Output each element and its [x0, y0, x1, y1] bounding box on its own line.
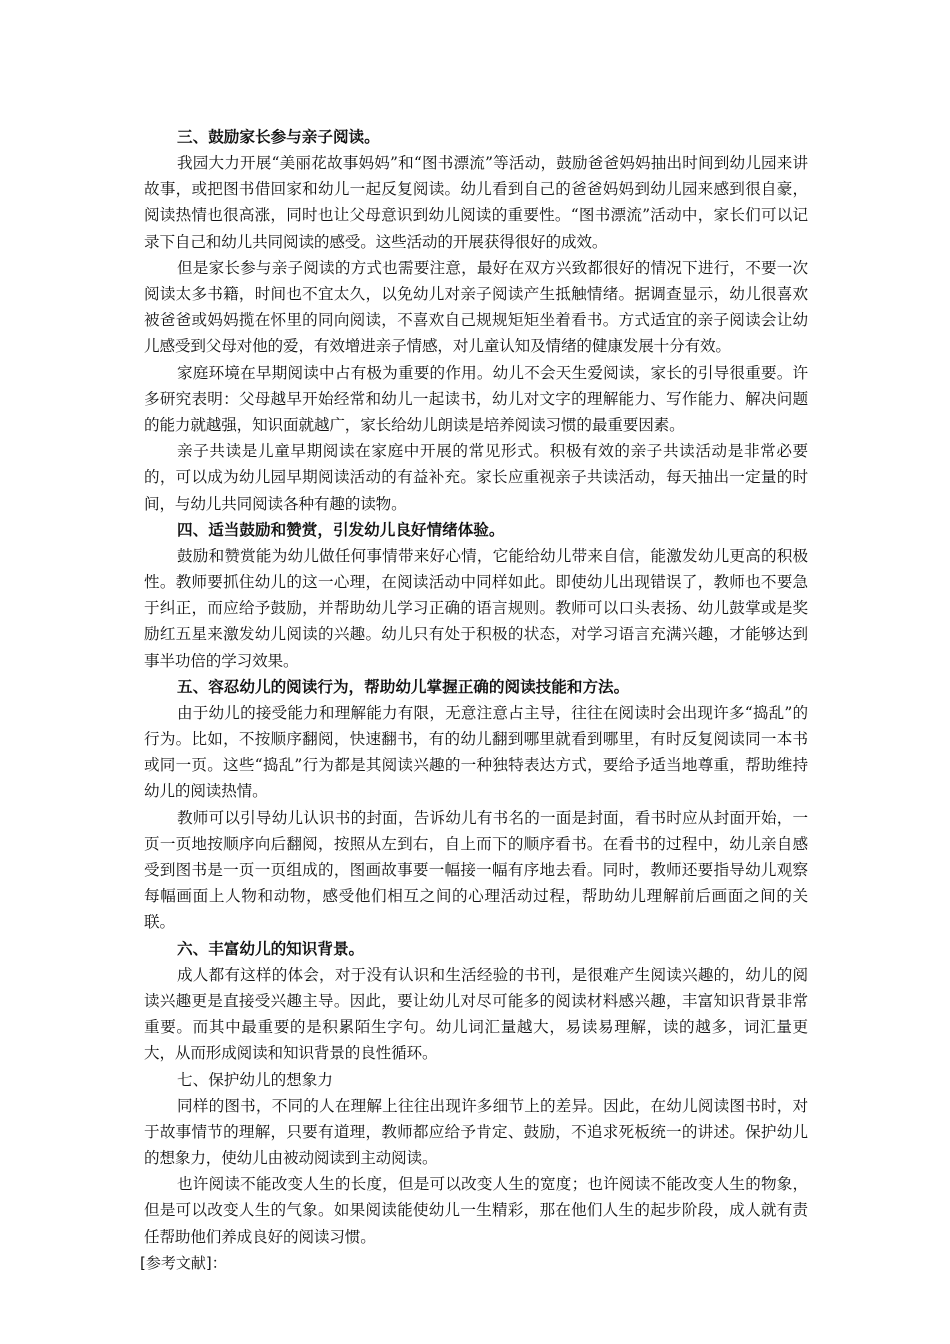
section-3	[144, 124, 808, 517]
section-5	[144, 674, 808, 936]
document-page	[140, 124, 808, 1276]
paragraph: 也许阅读不能改变人生的长度，但是可以改变人生的宽度；也许阅读不能改变人生的物象，但是可以改变人生的气象。如果阅读能使幼儿一生精彩，那在他们人生的起步阶段，成人就有责任帮助他们养成良好的阅读习惯。	[144, 1175, 808, 1246]
paragraph: 鼓励和赞赏能为幼儿做任何事情带来好心情，它能给幼儿带来自信，能激发幼儿更高的积极性。教师要抓住幼儿的这一心理，在阅读活动中同样如此。即使幼儿出现错误了，教师也不要急于纠正，而应给予鼓励，并帮助幼儿学习正确的语言规则。教师可以口头表扬、幼儿鼓掌或是奖励红五星来激发幼儿阅读的兴趣。幼儿只有处于积极的状态，对学习语言充满兴趣，才能够达到事半功倍的学习效果。	[144, 546, 808, 670]
references-label: [参考文献]：	[140, 1253, 227, 1272]
paragraph: 亲子共读是儿童早期阅读在家庭中开展的常见形式。积极有效的亲子共读活动是非常必要的，可以成为幼儿园早期阅读活动的有益补充。家长应重视亲子共读活动，每天抽出一定量的时间，与幼儿共同阅读各种有趣的读物。	[144, 442, 808, 513]
section-7	[144, 1067, 808, 1250]
paragraph: 但是家长参与亲子阅读的方式也需要注意，最好在双方兴致都很好的情况下进行，不要一次阅读太多书籍，时间也不宜太久，以免幼儿对亲子阅读产生抵触情绪。据调查显示，幼儿很喜欢被爸爸或妈妈揽在怀里的同向阅读，不喜欢自己规规矩矩坐着看书。方式适宜的亲子阅读会让幼儿感受到父母对他的爱，有效增进亲子情感，对儿童认知及情绪的健康发展十分有效。	[144, 258, 808, 356]
paragraph: 家庭环境在早期阅读中占有极为重要的作用。幼儿不会天生爱阅读，家长的引导很重要。许多研究表明：父母越早开始经常和幼儿一起读书，幼儿对文字的理解能力、写作能力、解决问题的能力就越强，知识面就越广，家长给幼儿朗读是培养阅读习惯的最重要因素。	[144, 363, 808, 435]
section-heading: 三、鼓励家长参与亲子阅读。	[177, 128, 380, 146]
paragraph: 由于幼儿的接受能力和理解能力有限，无意注意占主导，往往在阅读时会出现许多“捣乱”的行为。比如，不按顺序翻阅，快速翻书，有的幼儿翻到哪里就看到哪里，有时反复阅读同一本书或同一页。这些“捣乱”行为都是其阅读兴趣的一种独特表达方式，要给予适当地尊重，帮助维持幼儿的阅读热情。	[144, 703, 808, 801]
section-6	[144, 936, 808, 1067]
section-heading: 四、适当鼓励和赞赏，引发幼儿良好情绪体验。	[177, 520, 505, 539]
paragraph: 成人都有这样的体会，对于没有认识和生活经验的书刊，是很难产生阅读兴趣的，幼儿的阅读兴趣更是直接受兴趣主导。因此，要让幼儿对尽可能多的阅读材料感兴趣，丰富知识背景非常重要。而其中最重要的是积累陌生字句。幼儿词汇量越大，易读易理解，读的越多，词汇量更大，从而形成阅读和知识背景的良性循环。	[144, 965, 808, 1063]
section-heading: 五、容忍幼儿的阅读行为，帮助幼儿掌握正确的阅读技能和方法。	[177, 677, 630, 696]
section-4	[144, 517, 808, 674]
section-heading: 六、丰富幼儿的知识背景。	[177, 939, 365, 958]
paragraph: 教师可以引导幼儿认识书的封面，告诉幼儿有书名的一面是封面，看书时应从封面开始，一页一页地按顺序向后翻阅，按照从左到右，自上而下的顺序看书。在看书的过程中，幼儿亲自感受到图书是一页一页组成的，图画故事要一幅接一幅有序地去看。同时，教师还要指导幼儿观察每幅画面上人物和动物，感受他们相互之间的心理活动过程，帮助幼儿理解前后画面之间的关联。	[144, 808, 808, 932]
section-heading: 七、保护幼儿的想象力	[177, 1070, 333, 1089]
paragraph: 我园大力开展“美丽花故事妈妈”和“图书漂流”等活动，鼓励爸爸妈妈抽出时间到幼儿园来讲故事，或把图书借回家和幼儿一起反复阅读。幼儿看到自己的爸爸妈妈到幼儿园来感到很自豪，阅读热情也很高涨，同时也让父母意识到幼儿阅读的重要性。“图书漂流”活动中，家长们可以记录下自己和幼儿共同阅读的感受。这些活动的开展获得很好的成效。	[144, 154, 808, 251]
paragraph: 同样的图书，不同的人在理解上往往出现许多细节上的差异。因此，在幼儿阅读图书时，对于故事情节的理解，只要有道理，教师都应给予肯定、鼓励，不追求死板统一的讲述。保护幼儿的想象力，使幼儿由被动阅读到主动阅读。	[144, 1096, 808, 1167]
